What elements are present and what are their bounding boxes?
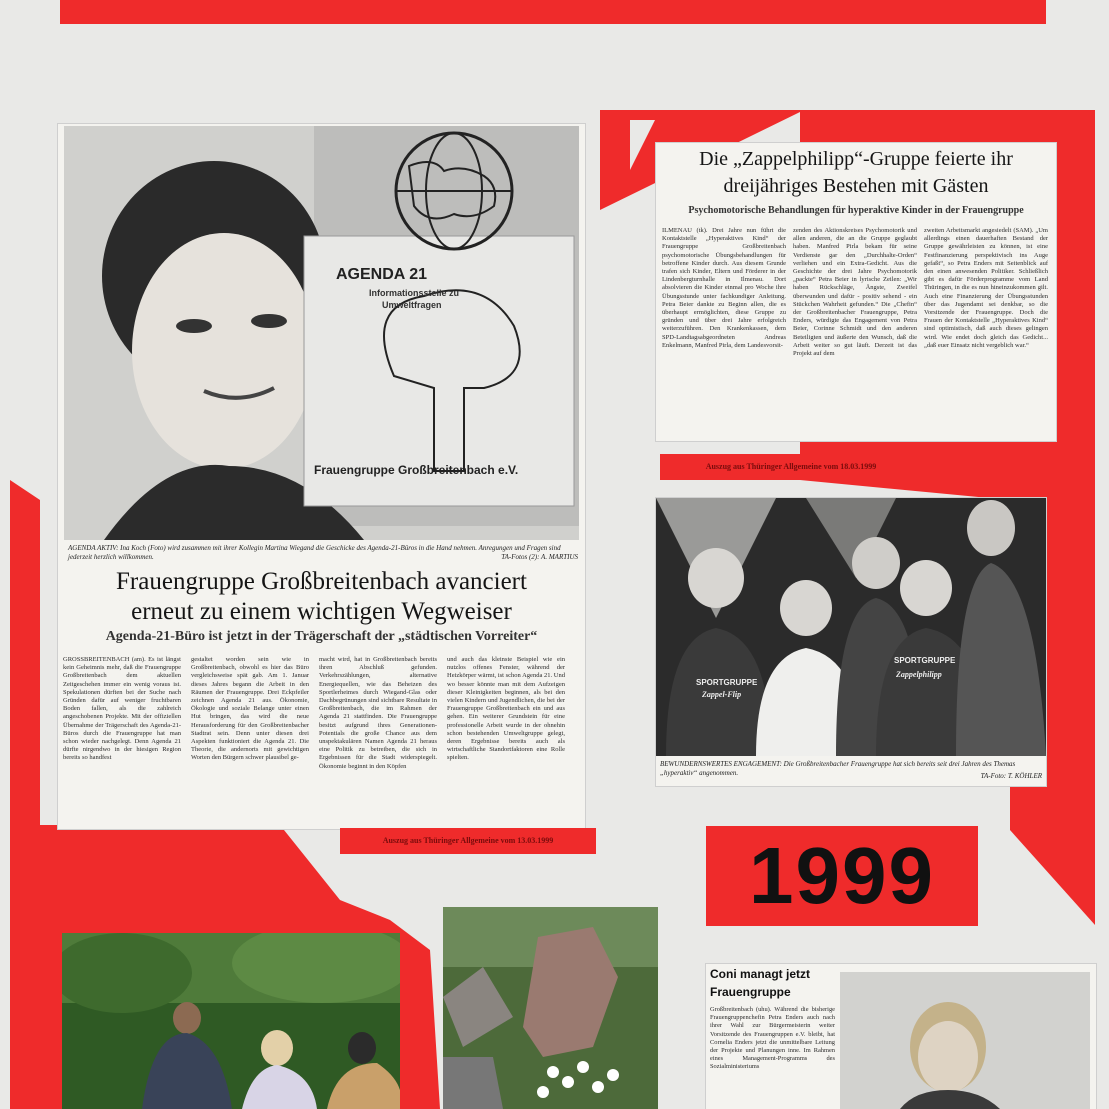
sign-subtitle-2: Umweltfragen [382, 300, 442, 310]
source-label-left: Auszug aus Thüringer Allgemeine vom 13.03.1999 [340, 828, 596, 854]
photo-credit: TA-Fotos (2): A. MARTIUS [501, 553, 578, 561]
source-label-right: Auszug aus Thüringer Allgemeine vom 18.03.1999 [660, 454, 922, 480]
sign-title: AGENDA 21 [336, 266, 427, 283]
subheadline: Agenda-21-Büro ist jetzt in der Trägerschaft der „städtischen Vorreiter“ [105, 629, 538, 644]
coni-headline-1: Coni managt jetzt [710, 967, 811, 981]
article-photo-woman [64, 126, 579, 540]
coni-portrait-photo [840, 972, 1090, 1109]
group-photo-caption: BEWUNDERNSWERTES ENGAGEMENT: Die Großbreitenbacher Frauengruppe hat sich bereits seit drei Jahren des Themas „hyperaktiv“ angenommen. [660, 760, 1016, 777]
subheadline: Psychomotorische Behandlungen für hyperaktive Kinder in der Frauengruppe [688, 205, 1024, 216]
year-banner [706, 826, 978, 926]
shirt-1-top-text: SPORTGRUPPE [696, 678, 758, 687]
shirt-2-bottom-text: Zappelphilipp [896, 670, 942, 679]
text-column-1: ILMENAU (tk). Drei Jahre nun führt die Kontaktstelle „Hyperaktives Kind“ der Frauengruppe Großbreitenbach psychomotorische Übungsbehandlungen für betroffene Kinder durch. Aus diesem Grunde trafen sich Kinder, Eltern und Förderer in der Lindenbergturnhalle in Ilmenau. Dort absolvieren die Kinder einmal pro Woche ihre Übungsstunde unter fachkundiger Anleitung. Petra Beier dankte zu Beginn allen, die es überhaupt ermöglichten, diese Gruppe zu gründen und über drei Jahre erfolgreich weiterzuführen. Den Krankenkassen, dem SPD-Landtagsabgeordneten Andreas Enkelmann, Manfred Pirla, dem Landesvorsit- [662, 227, 786, 349]
sign-subtitle-1: Informationsstelle zu [369, 288, 460, 298]
text-column-2: gestaltet worden sein wie in Großbreitenbach, obwohl es hier das Büro vergleichsweise spät gab. Am 1. Januar dieses Jahres begann die Arbeit in den Räumen der Frauengruppe. Drei Eckpfeiler zeichnen Agenda 21 aus. Ökonomie, Ökologie und soziale Belange unter einen Hut bringen, das wird die neue Herausforderung für den Großbreitenbacher Stadtrat sein. Denn unter diesen drei Aspekten funktioniert die Agenda 21. Die Theorie, die andernorts mit gewichtigen Worten den Bürgern schwer plausibel ge- [191, 656, 309, 762]
headline-line-2: dreijähriges Bestehen mit Gästen [723, 175, 989, 197]
text-column-3: macht wird, hat in Großbreitenbach bereits ihren Abschluß gefunden. Verkehrszählungen, alternative Energiequellen, wie das Beheizen des Sportlerheimes durch Wiegand-Glas oder Dachbegrünungen sind sichtbare Resultate in Großbreitenbach, die im Rahmen der Agenda 21 stattfinden. Die Frauengruppe besitzt aufgrund ihres Generationen-Potentials die große Chance aus dem unspektakulären Namen Agenda 21 heraus eine Politik zu betreiben, die sich in Ergebnissen für die Stadt widerspiegelt. Ökonomie beginnt in den Köpfen [319, 656, 437, 770]
group-photo [656, 498, 1046, 756]
coni-headline-2: Frauengruppe [710, 985, 791, 999]
text-column-2: zenden des Aktionskreises Psychomotorik und allen anderen, die an die Gruppe geglaubt haben. Manfred Pirla bekam für seine Verdienste gar den „Durchhalte-Orden“ verliehen und ein Extra-Gedicht. Aus die Geschichte der drei Jahre Psychomotorik „packte“ Petra Beier in lyrische Zeilen: „Wir haben Rückschläge, Ängste, Zweifel überwunden und dafür - positiv sehend - ein Stückchen Wahrheit gefunden.“ Die „Chefin“ der Großbreitenbacher Frauengruppe, Petra Enders, würdigte das Engagement von Petra Beier, Corinne Schmidt und den anderen Beteiligten und äußerte den Wunsch, daß die Arbeit weiter so gut läuft. Derzeit ist das Projekt auf dem [793, 227, 917, 358]
headline-line-2: erneut zu einem wichtigen Wegweiser [131, 598, 512, 625]
article-agenda21 [58, 124, 585, 829]
sign-footer: Frauengruppe Großbreitenbach e.V. [314, 463, 519, 477]
headline-line-1: Frauengruppe Großbreitenbach avanciert [116, 568, 527, 595]
text-column-4: und auch das kleinste Beispiel wie ein nutzlos offenes Fenster, während der Heizkörper wärmt, ist schon Agenda 21. Und wo besser könnte man mit dem Aufzeigen dieser Kleinigkeiten beginnen, als bei den vielen Kindern und Jugendlichen, die bei der Frauengruppe Großbreitenbach ein und aus gehen. Ein weiterer Grundstein für eine professionelle Arbeit wurde in der ohnehin schon bestehenden Umweltgruppe gelegt, deren Ergebnisse bereits auch als wirtschaftliche Standortfaktoren eine Rolle spielten. [447, 656, 565, 762]
top-red-banner [60, 0, 1046, 24]
group-photo-clipping [656, 498, 1046, 786]
headline-line-1: Die „Zappelphilipp“-Gruppe feierte ihr [699, 148, 1013, 170]
year-label: 1999 [749, 831, 935, 920]
shirt-1-bottom-text: Zappel-Flip [702, 690, 742, 699]
text-column-1: GROSSBREITENBACH (am). Es ist längst kein Geheimnis mehr, daß die Frauengruppe Großbreitenbach dem aktuellen Zeitgeschehen immer ein wenig voraus ist. Spekulationen dürften bei der Suche nach Gründen dafür auf weniger fruchtbaren Boden fallen, als die zahlreich angeschobenen Projekte. Mit der offiziellen Übernahme der Trägerschaft des Agenda-21-Büros durch die Frauengruppe hat man schon wieder nachgelegt. Denn Agenda 21 dürfte nirgendwo in der hiesigen Region bereits so handfest [63, 656, 181, 762]
flower-rockery-photo [443, 907, 658, 1109]
group-photo-credit: TA-Foto: T. KÖHLER [980, 772, 1042, 780]
article-zappelphilipp [656, 143, 1056, 441]
article-coni [706, 964, 1096, 1109]
coni-body: Großbreitenbach (uhu). Während die bisherige Frauengruppenchefin Petra Enders auch nach ihrer Wahl zur Bürgermeisterin weiter Vorsitzende des Frauengruppen e.V. bleibt, hat Cornelia Enders jetzt die unmittelbare Leitung der Projekte und Planungen inne. Im Rahmen eines Management-Programms des Sozialministeriums [710, 1006, 835, 1071]
photo-illustration [64, 126, 579, 540]
shirt-2-top-text: SPORTGRUPPE [894, 656, 956, 665]
text-column-3: zweiten Arbeitsmarkt angesiedelt (SAM). „Um allerdings einen dauerhaften Bestand der Gruppe gewährleisten zu können, ist eine Festfinanzierung perspektivisch ins Auge gefaßt“, so Petra Enders mit Seitenblick auf den einen anwesenden Politiker. Schließlich gibt es dafür Förderprogramme vom Land Thüringen, in die es nun hineinzukommen gilt. Auch eine Finanzierung der Übungsstunden über das Jugendamt sei denkbar, so die Vorsitzende der Frauengruppe. Doch die Frauen der Kontaktstelle „Hyperaktives Kind“ sind optimistisch, daß auch dieses gelingen wird. Wie endet doch gleich das Gedicht... „daß euer Einsatz nicht vergeblich war.“ [924, 227, 1048, 349]
gardening-photo [62, 933, 400, 1109]
photo-caption: AGENDA AKTIV: Ina Koch (Foto) wird zusammen mit ihrer Kollegin Martina Wiegand die Geschicke des Agenda-21-Büros in die Hand nehmen. Anregungen und Fragen sind jederzeit herzlich willkommen. [68, 544, 561, 561]
